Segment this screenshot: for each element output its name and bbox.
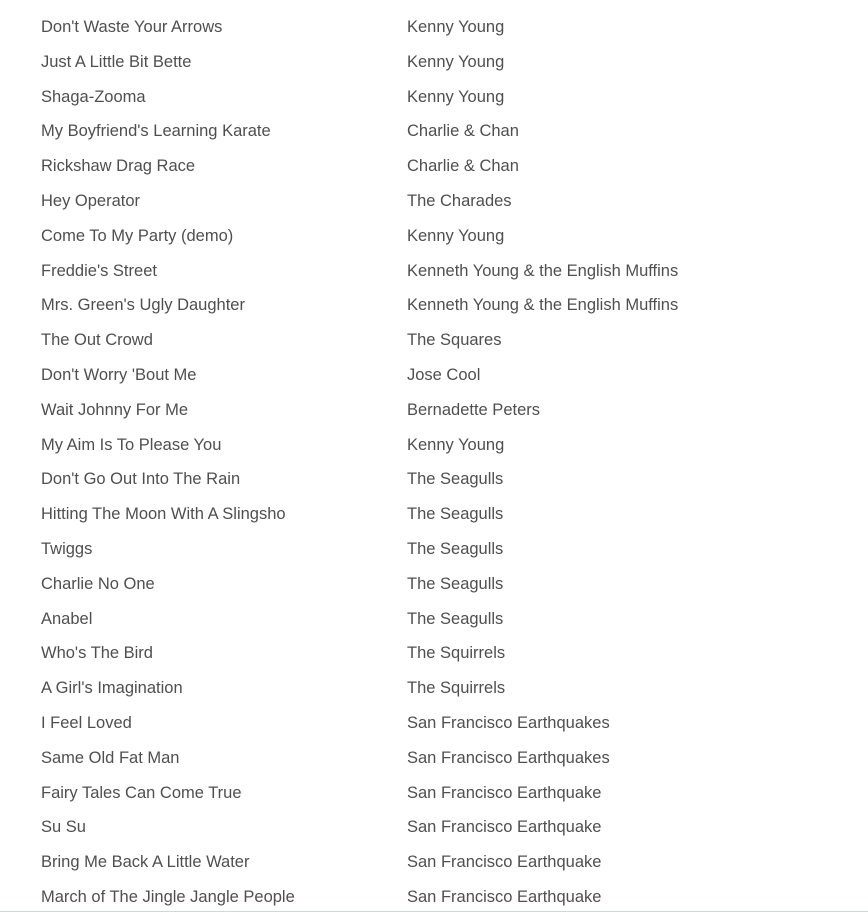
track-row[interactable] <box>0 323 868 358</box>
track-row[interactable] <box>0 880 868 915</box>
track-row[interactable] <box>0 288 868 323</box>
track-artist: Jose Cool <box>407 365 481 384</box>
track-row[interactable] <box>0 636 868 671</box>
track-row[interactable] <box>0 602 868 637</box>
track-artist: Kenny Young <box>407 87 505 106</box>
track-row[interactable] <box>0 393 868 428</box>
track-artist: The Squirrels <box>407 644 506 663</box>
track-title: Just A Little Bit Bette <box>41 52 192 71</box>
track-row[interactable] <box>0 845 868 880</box>
track-artist: Charlie & Chan <box>407 157 519 176</box>
track-artist: San Francisco Earthquake <box>407 887 602 906</box>
track-row[interactable] <box>0 567 868 602</box>
track-artist: San Francisco Earthquake <box>407 783 602 802</box>
track-row[interactable] <box>0 462 868 497</box>
track-artist: The Seagulls <box>407 470 504 489</box>
track-artist: The Squirrels <box>407 679 506 698</box>
track-row[interactable] <box>0 358 868 393</box>
track-title: Fairy Tales Can Come True <box>41 783 242 802</box>
track-artist: Kenny Young <box>407 52 505 71</box>
track-title: Same Old Fat Man <box>41 748 180 767</box>
track-row[interactable] <box>0 671 868 706</box>
track-artist: Kenny Young <box>407 18 505 36</box>
track-title: My Aim Is To Please You <box>41 435 222 454</box>
track-row[interactable] <box>0 810 868 845</box>
track-title: I Feel Loved <box>41 713 132 732</box>
track-title: Su Su <box>41 818 86 837</box>
track-row[interactable] <box>0 776 868 811</box>
bottom-divider <box>0 911 868 919</box>
track-row[interactable] <box>0 149 868 184</box>
track-title: The Out Crowd <box>41 331 153 350</box>
track-title: Anabel <box>41 609 93 628</box>
track-row[interactable] <box>0 428 868 463</box>
track-artist: The Seagulls <box>407 574 504 593</box>
track-artist: Kenny Young <box>407 435 505 454</box>
track-artist: The Squares <box>407 331 502 350</box>
track-title: Don't Waste Your Arrows <box>41 18 223 36</box>
track-list <box>0 10 868 915</box>
track-artist: San Francisco Earthquakes <box>407 713 610 732</box>
track-title: Freddie's Street <box>41 261 157 280</box>
track-title: March of The Jingle Jangle People <box>41 887 295 906</box>
track-title: Mrs. Green's Ugly Daughter <box>41 296 245 315</box>
track-artist: Kenny Young <box>407 226 505 245</box>
track-row[interactable] <box>0 45 868 80</box>
track-row[interactable] <box>0 184 868 219</box>
track-row[interactable] <box>0 741 868 776</box>
track-row[interactable] <box>0 80 868 115</box>
track-row[interactable] <box>0 706 868 741</box>
track-artist: The Seagulls <box>407 609 504 628</box>
track-title: Rickshaw Drag Race <box>41 157 196 176</box>
track-title: Who's The Bird <box>41 644 153 663</box>
track-title: Don't Worry 'Bout Me <box>41 365 197 384</box>
track-title: A Girl's Imagination <box>41 679 183 698</box>
track-artist: Kenneth Young & the English Muffins <box>407 296 679 315</box>
track-row[interactable] <box>0 114 868 149</box>
track-title: Shaga-Zooma <box>41 87 146 106</box>
track-artist: The Seagulls <box>407 539 504 558</box>
track-artist: San Francisco Earthquake <box>407 853 602 872</box>
track-title: Wait Johnny For Me <box>41 400 189 419</box>
track-row[interactable] <box>0 532 868 567</box>
track-artist: San Francisco Earthquakes <box>407 748 610 767</box>
track-artist: The Seagulls <box>407 505 504 524</box>
track-artist: The Charades <box>407 191 512 210</box>
track-row[interactable] <box>0 497 868 532</box>
track-title: Twiggs <box>41 539 93 558</box>
track-row[interactable] <box>0 254 868 289</box>
track-title: Come To My Party (demo) <box>41 226 234 245</box>
track-artist: San Francisco Earthquake <box>407 818 602 837</box>
track-row[interactable] <box>0 10 868 45</box>
track-title: Hitting The Moon With A Slingsho <box>41 505 286 524</box>
track-title: Charlie No One <box>41 574 155 593</box>
track-artist: Charlie & Chan <box>407 122 519 141</box>
track-title: My Boyfriend's Learning Karate <box>41 122 271 141</box>
track-row[interactable] <box>0 219 868 254</box>
track-title: Don't Go Out Into The Rain <box>41 470 241 489</box>
track-title: Hey Operator <box>41 191 141 210</box>
track-artist: Bernadette Peters <box>407 400 540 419</box>
track-artist: Kenneth Young & the English Muffins <box>407 261 679 280</box>
track-title: Bring Me Back A Little Water <box>41 853 250 872</box>
